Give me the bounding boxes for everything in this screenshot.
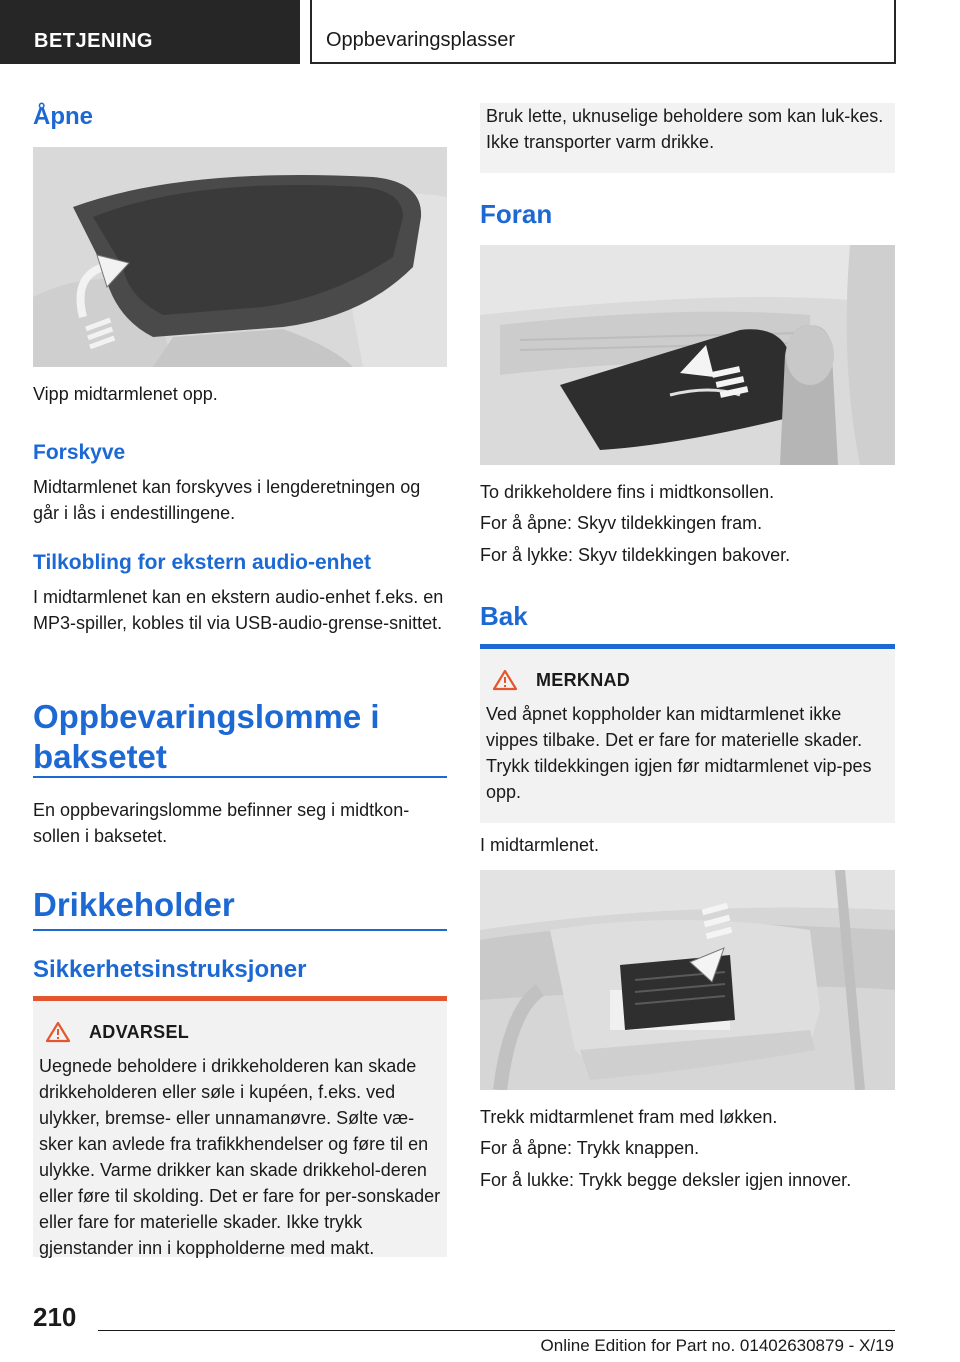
heading-audio: Tilkobling for ekstern audio-enhet [33,551,371,574]
notice-box [480,649,895,823]
notice-triangle-icon [492,669,518,691]
heading-cupholder: Drikkeholder [33,886,235,923]
divider-pocket [33,776,447,778]
heading-slide: Forskyve [33,441,126,464]
front-line-3: For å lykke: Skyv tildekkingen bakover. [480,545,791,565]
front-line-1: To drikkeholdere fins i midtkonsollen. [480,482,775,502]
heading-pocket: Oppbevaringslomme i baksetet [33,698,380,775]
section-tab: BETJENING [0,0,300,64]
illustration-armrest-open [33,147,447,367]
notice-title: MERKNAD [536,669,631,690]
caption-open: Vipp midtarmlenet opp. [33,384,218,404]
illustration-rear-cupholder [480,870,895,1090]
back-line-3: For å lukke: Trykk begge deksler igjen innover. [480,1170,852,1190]
warning-triangle-icon [45,1021,71,1043]
footer-divider [98,1330,895,1331]
heading-open: Åpne [33,103,93,130]
page-number: 210 [33,1302,77,1332]
heading-front: Foran [480,199,553,229]
edition-text: Online Edition for Part no. 01402630879 - X/19 [540,1336,894,1355]
warning-box-continued [480,103,895,173]
notice-text: Ved åpnet koppholder kan midtarmlenet ikke vippes tilbake. Det er fare for materielle skader. Trykk tildekkingen igjen før midtarmlenet vip-pes opp. [486,704,872,802]
chapter-tab: Oppbevaringsplasser [310,0,896,64]
heading-safety: Sikkerhetsinstruksjoner [33,956,307,983]
back-line-2: For å åpne: Trykk knappen. [480,1138,700,1158]
text-pocket: En oppbevaringslomme befinner seg i midtkon-sollen i baksetet. [33,800,410,846]
warning-text: Uegnede beholdere i drikkeholderen kan skade drikkeholderen eller søle i kupéen, f.eks. ved ulykker, bremse- eller unnamanøvre. Sølte væ-sker kan avlede fra trafikkhendelser og føre til en ulykke. Varme drikker kan skade drikkehol-deren eller føre til skolding. Det er fare for per-sonskader eller fare for materielle skader. Ikke trykk gjenstander inn i koppholderne med makt. [39,1056,441,1258]
back-line-1: Trekk midtarmlenet fram med løkken. [480,1107,778,1127]
page-header [0,0,960,66]
warning-text-continued: Bruk lette, uknuselige beholdere som kan luk-kes. Ikke transporter varm drikke. [486,106,884,152]
illustration-front-cupholder [480,245,895,465]
text-slide: Midtarmlenet kan forskyves i lengderetningen og går i lås i endestillingene. [33,477,421,523]
back-intro: I midtarmlenet. [480,835,600,855]
divider-cupholder [33,929,447,931]
warning-box [33,1001,447,1257]
text-audio: I midtarmlenet kan en ekstern audio-enhet f.eks. en MP3-spiller, kobles til via USB-audio-grense-snittet. [33,587,444,633]
warning-title: ADVARSEL [89,1021,190,1042]
front-line-2: For å åpne: Skyv tildekkingen fram. [480,513,763,533]
heading-back: Bak [480,601,528,631]
